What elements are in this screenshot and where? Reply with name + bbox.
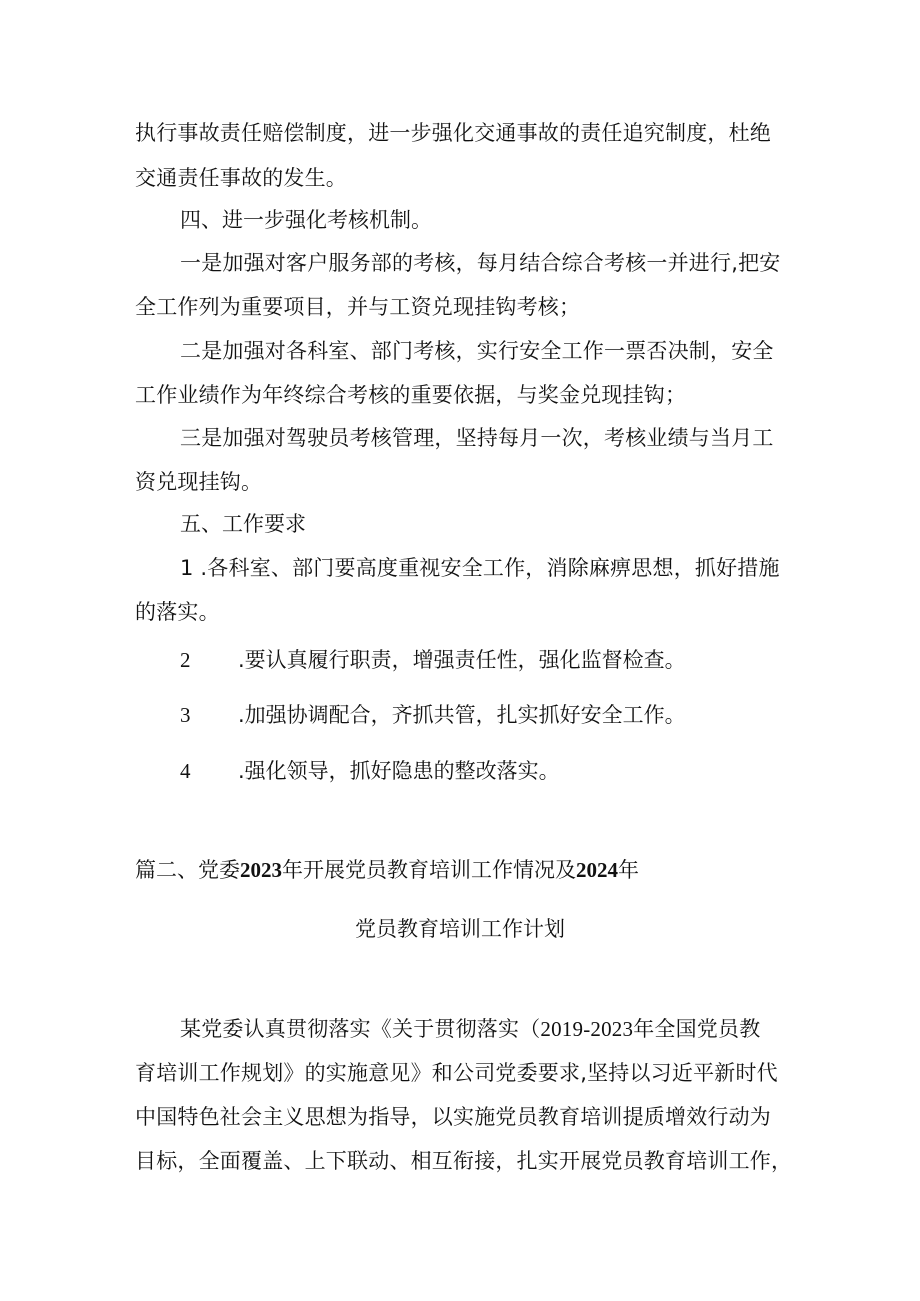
- title-year-2023: 2023: [240, 858, 282, 882]
- title-suffix: 年: [618, 858, 639, 882]
- list-item-1-continued: 的落实。: [135, 600, 220, 624]
- paragraph-line: 三是加强对驾驶员考核管理，坚持每月一次，考核业绩与当月工: [180, 426, 774, 450]
- paragraph-line: 工作业绩作为年终综合考核的重要依据，与奖金兑现挂钩；: [135, 383, 687, 407]
- list-item-2-number: 2: [180, 648, 191, 672]
- section-heading-5: 五、工作要求: [180, 512, 306, 536]
- section-subtitle: 党员教育培训工作计划: [355, 917, 565, 941]
- paragraph-line: 二是加强对各科室、部门考核，实行安全工作一票否决制，安全: [180, 339, 774, 363]
- paragraph-line: 中国特色社会主义思想为指导，以实施党员教育培训提质增效行动为: [135, 1105, 771, 1129]
- list-item-2-text: .要认真履行职责，增强责任性，强化监督检查。: [238, 648, 686, 672]
- paragraph-line: 资兑现挂钩。: [135, 470, 263, 494]
- title-middle: 年开展党员教育培训工作情况及: [282, 858, 576, 882]
- title-prefix: 篇二、党委: [135, 858, 240, 882]
- paragraph-line: 全工作列为重要项目，并与工资兑现挂钩考核；: [135, 295, 581, 319]
- paragraph-text: 某党委认真贯彻落实《关于贯彻落实（: [180, 1017, 541, 1041]
- list-item-3-text: .加强协调配合，齐抓共管，扎实抓好安全工作。: [238, 703, 686, 727]
- section-heading-4: 四、进一步强化考核机制。: [180, 208, 432, 232]
- list-item-3-number: 3: [180, 703, 191, 727]
- paragraph-line: 育培训工作规划》的实施意见》和公司党委要求,坚持以习近平新时代: [135, 1061, 778, 1085]
- list-item-4-number: 4: [180, 759, 191, 783]
- paragraph-line: 一是加强对客户服务部的考核，每月结合综合考核一并进行,把安: [180, 251, 781, 275]
- paragraph-line: 执行事故责任赔偿制度，进一步强化交通事故的责任追究制度，杜绝: [135, 121, 771, 145]
- list-item-4-text: .强化领导，抓好隐患的整改落实。: [238, 759, 560, 783]
- paragraph-line: [180, 1014, 760, 1044]
- title-year-2024: 2024: [576, 858, 618, 882]
- paragraph-line: 交通责任事故的发生。: [135, 166, 347, 190]
- list-item-1: 1 .各科室、部门要高度重视安全工作，消除麻痹思想，抓好措施: [180, 556, 780, 580]
- paragraph-text: 年全国党员教: [633, 1017, 761, 1041]
- paragraph-years: 2019-2023: [540, 1017, 634, 1041]
- paragraph-line: 目标，全面覆盖、上下联动、相互衔接，扎实开展党员教育培训工作，: [135, 1149, 793, 1173]
- section-title: [135, 855, 639, 885]
